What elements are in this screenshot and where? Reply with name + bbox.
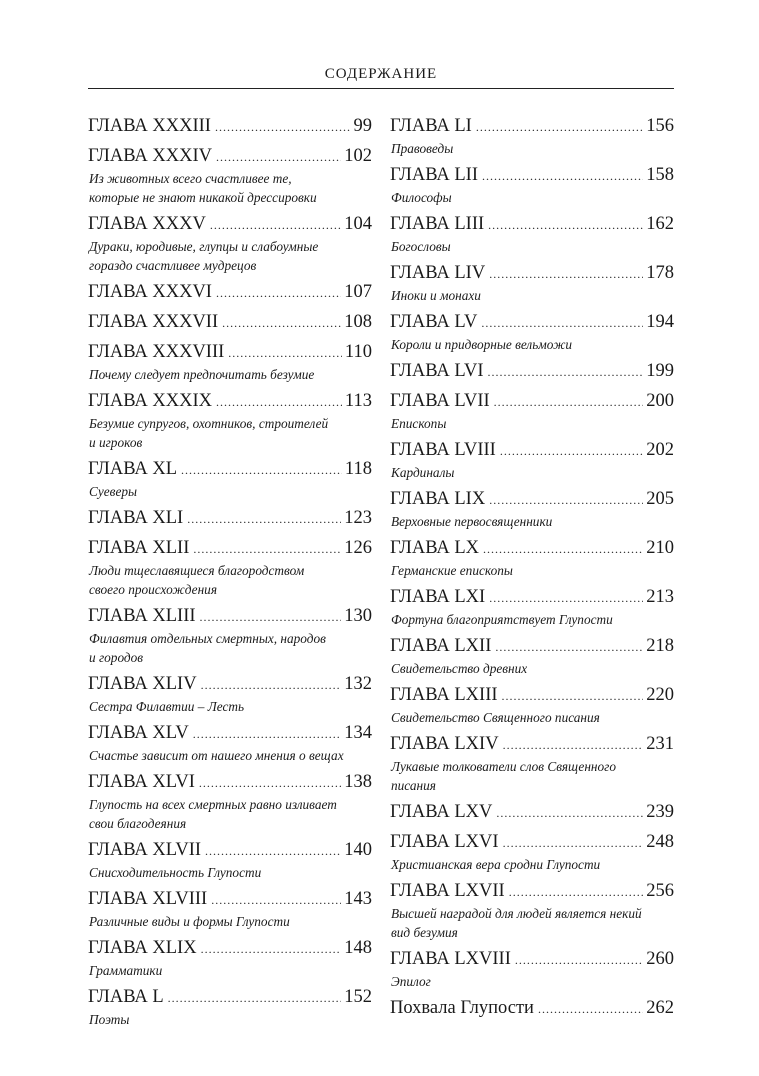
- dot-leader: [488, 213, 643, 237]
- page-number: 148: [344, 938, 372, 958]
- dot-leader: [509, 880, 644, 904]
- page-number: 162: [646, 214, 674, 234]
- toc-entry-line: [390, 212, 674, 237]
- chapter-title: ГЛАВА XXXV: [88, 214, 206, 234]
- toc-entry: [88, 604, 372, 667]
- chapter-title: ГЛАВА XLII: [88, 538, 190, 558]
- toc-entry-line: [390, 114, 674, 139]
- dot-leader: [495, 635, 643, 659]
- toc-entry-line: [88, 672, 372, 697]
- toc-right-column: [390, 114, 674, 1026]
- chapter-subtitle: и игроков: [89, 435, 143, 450]
- toc-entry-line: [390, 389, 674, 414]
- chapter-subtitle: Грамматики: [89, 963, 163, 978]
- toc-entry: [390, 114, 674, 158]
- toc-entry: [88, 838, 372, 882]
- dot-leader: [215, 115, 351, 139]
- dot-leader: [228, 341, 342, 365]
- chapter-subtitle: Философы: [391, 190, 452, 205]
- toc-entry: [88, 280, 372, 305]
- chapter-subtitle: Эпилог: [391, 974, 431, 989]
- chapter-subtitle: вид безумия: [391, 925, 458, 940]
- dot-leader: [193, 722, 342, 746]
- toc-entry: [390, 996, 674, 1021]
- chapter-title: ГЛАВА LXVI: [390, 832, 499, 852]
- page-number: 140: [344, 840, 372, 860]
- toc-entry: [88, 310, 372, 335]
- page-number: 104: [344, 214, 372, 234]
- chapter-title: ГЛАВА XLIX: [88, 938, 197, 958]
- page-number: 260: [646, 949, 674, 969]
- toc-entry: [88, 144, 372, 207]
- chapter-title: ГЛАВА XLV: [88, 723, 189, 743]
- chapter-title: ГЛАВА LV: [390, 312, 478, 332]
- page-number: 256: [646, 881, 674, 901]
- chapter-subtitle: Различные виды и формы Глупости: [89, 914, 290, 929]
- chapter-subtitle: Дураки, юродивые, глупцы и слабоумные: [89, 239, 319, 254]
- chapter-title: ГЛАВА XLI: [88, 508, 184, 528]
- toc-entry-line: [390, 487, 674, 512]
- chapter-title: ГЛАВА XXXIII: [88, 116, 211, 136]
- chapter-subtitle: Почему следует предпочитать безумие: [89, 367, 315, 382]
- dot-leader: [216, 145, 341, 169]
- toc-entry-line: [390, 732, 674, 757]
- dot-leader: [483, 537, 643, 561]
- page-number: 158: [646, 165, 674, 185]
- toc-entry: [88, 936, 372, 980]
- chapter-subtitle: Богословы: [391, 239, 451, 254]
- toc-entry: [390, 389, 674, 433]
- chapter-subtitle: Поэты: [89, 1012, 130, 1027]
- dot-leader: [488, 360, 644, 384]
- toc-entry-line: [390, 261, 674, 286]
- page-number: 138: [344, 772, 372, 792]
- chapter-title: ГЛАВА LVI: [390, 361, 484, 381]
- dot-leader: [187, 507, 341, 531]
- chapter-subtitle: Глупость на всех смертных равно изливает: [89, 797, 337, 812]
- chapter-subtitle: Суеверы: [89, 484, 137, 499]
- chapter-subtitle: Короли и придворные вельможи: [391, 337, 573, 352]
- toc-entry-line: [390, 359, 674, 384]
- page-number: 205: [646, 489, 674, 509]
- toc-entry-line: [88, 389, 372, 414]
- page-number: 199: [646, 361, 674, 381]
- chapter-title: ГЛАВА XLIII: [88, 606, 196, 626]
- toc-entry: [390, 947, 674, 991]
- dot-leader: [205, 839, 341, 863]
- dot-leader: [515, 948, 643, 972]
- toc-entry: [390, 212, 674, 256]
- dot-leader: [489, 586, 643, 610]
- toc-entry-line: [88, 936, 372, 961]
- chapter-title: ГЛАВА XXXIV: [88, 146, 212, 166]
- toc-entry-line: [390, 947, 674, 972]
- toc-entry-line: [88, 144, 372, 169]
- toc-entry: [390, 487, 674, 531]
- header-rule: [88, 88, 674, 89]
- toc-entry: [390, 536, 674, 580]
- toc-entry-line: [88, 838, 372, 863]
- toc-entry-line: [390, 585, 674, 610]
- dot-leader: [200, 605, 342, 629]
- dot-leader: [193, 537, 341, 561]
- page-number: 113: [344, 391, 372, 411]
- dot-leader: [489, 262, 643, 286]
- chapter-title: ГЛАВА L: [88, 987, 164, 1007]
- toc-entry: [390, 163, 674, 207]
- page-number: 123: [344, 508, 372, 528]
- chapter-subtitle: Кардиналы: [391, 465, 455, 480]
- page-number: 108: [344, 312, 372, 332]
- chapter-title: ГЛАВА LII: [390, 165, 478, 185]
- dot-leader: [503, 733, 644, 757]
- toc-entry-line: [88, 536, 372, 561]
- chapter-subtitle: Счастье зависит от нашего мнения о вещах: [89, 748, 344, 763]
- chapter-title: ГЛАВА XLIV: [88, 674, 197, 694]
- chapter-subtitle: Свидетельство Священного писания: [391, 710, 600, 725]
- page-header: СОДЕРЖАНИЕ: [324, 66, 438, 82]
- dot-leader: [216, 390, 342, 414]
- toc-entry: [390, 634, 674, 678]
- chapter-subtitle: Свидетельство древних: [391, 661, 528, 676]
- page-number: 202: [646, 440, 674, 460]
- toc-entry: [390, 438, 674, 482]
- toc-entry-line: [88, 280, 372, 305]
- page-number: 248: [646, 832, 674, 852]
- page-number: 213: [646, 587, 674, 607]
- toc-entry: [88, 770, 372, 833]
- dot-leader: [201, 937, 342, 961]
- dot-leader: [489, 488, 643, 512]
- toc-entry: [88, 457, 372, 501]
- dot-leader: [211, 888, 341, 912]
- dot-leader: [201, 673, 342, 697]
- chapter-subtitle: Сестра Филавтии – Лесть: [89, 699, 245, 714]
- chapter-subtitle: Верховные первосвященники: [391, 514, 553, 529]
- chapter-subtitle: которые не знают никакой дрессировки: [89, 190, 317, 205]
- toc-entry: [390, 830, 674, 874]
- chapter-title: ГЛАВА LVII: [390, 391, 490, 411]
- toc-entry: [88, 212, 372, 275]
- toc-entry: [88, 887, 372, 931]
- toc-entry: [390, 310, 674, 354]
- chapter-subtitle: Лукавые толкователи слов Священного: [391, 759, 617, 774]
- dot-leader: [199, 771, 341, 795]
- toc-entry-line: [88, 310, 372, 335]
- chapter-subtitle: Фортуна благоприятствует Глупости: [391, 612, 613, 627]
- toc-entry-line: [390, 996, 674, 1021]
- chapter-title: ГЛАВА XL: [88, 459, 178, 479]
- dot-leader: [500, 439, 643, 463]
- toc-entry-line: [390, 310, 674, 335]
- page-number: 143: [344, 889, 372, 909]
- chapter-title: ГЛАВА LXII: [390, 636, 492, 656]
- toc-entry: [390, 800, 674, 825]
- chapter-title: ГЛАВА XLVII: [88, 840, 202, 860]
- chapter-subtitle: Правоведы: [391, 141, 454, 156]
- chapter-title: ГЛАВА XXXVI: [88, 282, 212, 302]
- page-number: 178: [646, 263, 674, 283]
- toc-entry-line: [88, 457, 372, 482]
- chapter-subtitle: Из животных всего счастливее те,: [89, 171, 292, 186]
- dot-leader: [481, 311, 643, 335]
- dot-leader: [168, 986, 342, 1010]
- toc-entry-line: [88, 985, 372, 1010]
- page-number: 118: [344, 459, 372, 479]
- page-number: 200: [646, 391, 674, 411]
- dot-leader: [538, 997, 643, 1021]
- chapter-subtitle: Люди тщеславящиеся благородством: [89, 563, 305, 578]
- toc-entry-line: [390, 879, 674, 904]
- chapter-subtitle: и городов: [89, 650, 144, 665]
- page-number: 107: [344, 282, 372, 302]
- chapter-subtitle: свои благодеяния: [89, 816, 187, 831]
- page-number: 110: [344, 342, 372, 362]
- page-number: 220: [646, 685, 674, 705]
- toc-entry-line: [390, 438, 674, 463]
- chapter-title: ГЛАВА XLVIII: [88, 889, 208, 909]
- page-number: 239: [646, 802, 674, 822]
- toc-entry: [390, 585, 674, 629]
- toc-entry: [88, 536, 372, 599]
- dot-leader: [496, 801, 643, 825]
- toc-entry: [88, 506, 372, 531]
- dot-leader: [503, 831, 644, 855]
- toc-entry: [88, 389, 372, 452]
- chapter-title: ГЛАВА LXV: [390, 802, 493, 822]
- chapter-subtitle: гораздо счастливее мудрецов: [89, 258, 257, 273]
- chapter-subtitle: Иноки и монахи: [391, 288, 481, 303]
- page-number: 132: [344, 674, 372, 694]
- chapter-subtitle: своего происхождения: [89, 582, 218, 597]
- chapter-subtitle: Высшей наградой для людей является некий: [391, 906, 642, 921]
- chapter-title: ГЛАВА XXXIX: [88, 391, 212, 411]
- toc-entry-line: [88, 604, 372, 629]
- dot-leader: [181, 458, 342, 482]
- chapter-title: ГЛАВА LIX: [390, 489, 486, 509]
- chapter-subtitle: писания: [391, 778, 436, 793]
- toc-left-column: [88, 114, 372, 1034]
- toc-entry-line: [390, 536, 674, 561]
- chapter-title: ГЛАВА LXVIII: [390, 949, 511, 969]
- toc-entry-line: [88, 721, 372, 746]
- chapter-title: ГЛАВА XXXVII: [88, 312, 219, 332]
- toc-entry-line: [390, 163, 674, 188]
- chapter-title: ГЛАВА LIV: [390, 263, 486, 283]
- chapter-subtitle: Филавтия отдельных смертных, народов: [89, 631, 326, 646]
- toc-entry-line: [88, 340, 372, 365]
- chapter-subtitle: Христианская вера сродни Глупости: [391, 857, 601, 872]
- toc-entry-line: [390, 634, 674, 659]
- chapter-subtitle: Епископы: [391, 416, 447, 431]
- page-number: 194: [646, 312, 674, 332]
- chapter-title: ГЛАВА LX: [390, 538, 480, 558]
- page-number: 262: [646, 998, 674, 1018]
- page-number: 156: [646, 116, 674, 136]
- toc-entry: [88, 340, 372, 384]
- toc-entry-line: [88, 770, 372, 795]
- chapter-subtitle: Безумие супругов, охотников, строителей: [89, 416, 329, 431]
- toc-entry: [390, 879, 674, 942]
- chapter-title: ГЛАВА LVIII: [390, 440, 496, 460]
- toc-entry-line: [88, 887, 372, 912]
- page-number: 126: [344, 538, 372, 558]
- chapter-title: ГЛАВА XXXVIII: [88, 342, 225, 362]
- page-number: 99: [353, 116, 372, 136]
- chapter-title: Похвала Глупости: [390, 998, 534, 1018]
- page-number: 134: [344, 723, 372, 743]
- page-number: 152: [344, 987, 372, 1007]
- toc-entry: [88, 721, 372, 765]
- toc-entry-line: [390, 800, 674, 825]
- toc-entry-line: [390, 683, 674, 708]
- chapter-title: ГЛАВА LXI: [390, 587, 486, 607]
- chapter-title: ГЛАВА LXVII: [390, 881, 505, 901]
- dot-leader: [222, 311, 341, 335]
- dot-leader: [502, 684, 644, 708]
- toc-entry-line: [88, 212, 372, 237]
- toc-entry: [88, 985, 372, 1029]
- toc-entry-line: [390, 830, 674, 855]
- page-number: 231: [646, 734, 674, 754]
- toc-entry: [390, 732, 674, 795]
- toc-entry: [390, 683, 674, 727]
- toc-entry: [390, 261, 674, 305]
- dot-leader: [210, 213, 341, 237]
- dot-leader: [482, 164, 643, 188]
- dot-leader: [216, 281, 341, 305]
- chapter-title: ГЛАВА XLVI: [88, 772, 195, 792]
- dot-leader: [494, 390, 644, 414]
- chapter-title: ГЛАВА LI: [390, 116, 472, 136]
- chapter-title: ГЛАВА LIII: [390, 214, 485, 234]
- toc-entry: [88, 672, 372, 716]
- toc-entry-line: [88, 506, 372, 531]
- chapter-subtitle: Германские епископы: [391, 563, 513, 578]
- page-number: 102: [344, 146, 372, 166]
- chapter-title: ГЛАВА LXIII: [390, 685, 498, 705]
- toc-entry-line: [88, 114, 372, 139]
- toc-entry: [390, 359, 674, 384]
- toc-entry: [88, 114, 372, 139]
- chapter-subtitle: Снисходительность Глупости: [89, 865, 262, 880]
- chapter-title: ГЛАВА LXIV: [390, 734, 499, 754]
- page-number: 218: [646, 636, 674, 656]
- page-number: 130: [344, 606, 372, 626]
- dot-leader: [476, 115, 643, 139]
- page-number: 210: [646, 538, 674, 558]
